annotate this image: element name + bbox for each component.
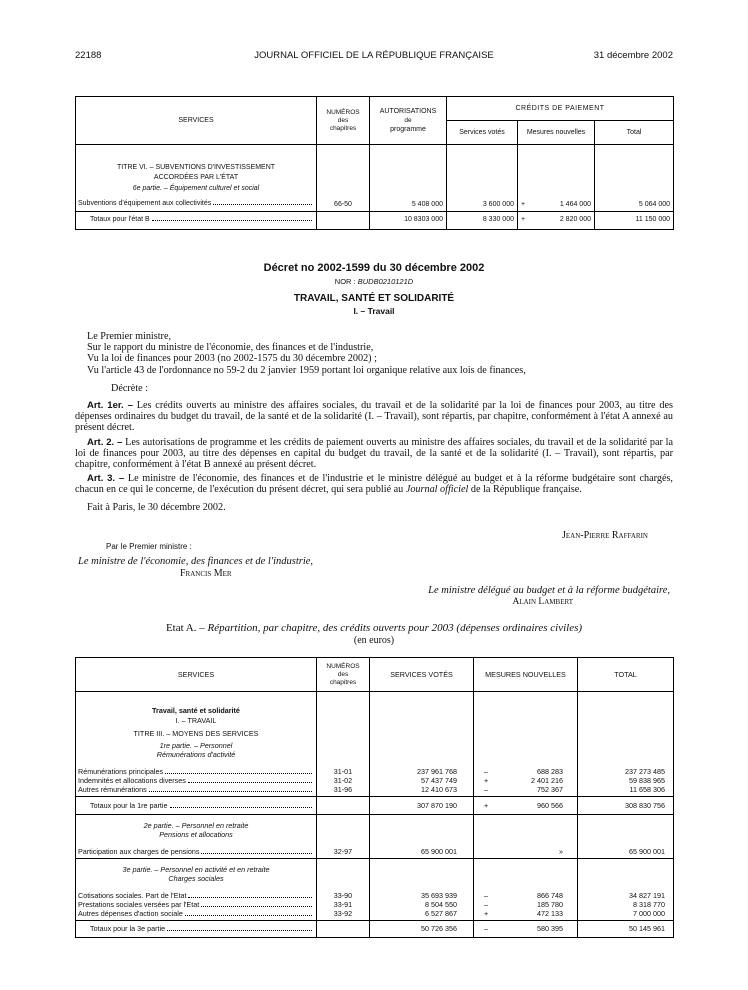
etat-a-table: [75, 657, 674, 938]
intro-3: Vu la loi de finances pour 2003 (no 2002-1575 du 30 décembre 2002) ;: [87, 353, 377, 365]
totals-votes: 8 330 000: [447, 212, 518, 230]
col-mesures: Mesures nouvelles: [518, 121, 595, 145]
mesures-col-3: – 866 748 – 185 780 + 472 133: [474, 859, 578, 921]
row-votes: 3 600 000: [447, 145, 518, 212]
minister1-title: Le ministre de l'économie, des finances et de l'industrie,: [78, 556, 314, 567]
col-numeros: NUMÉROS des chapitres: [317, 658, 370, 692]
part3-block: [76, 859, 317, 921]
signatory: Jean-Pierre Raffarin: [562, 530, 648, 541]
total1-label: Totaux pour la 1re partie: [76, 797, 317, 815]
partie1-subheading: Rémunérations d'activité: [156, 750, 236, 759]
row-mesures: + 1 464 000: [518, 145, 595, 212]
decree-body: [75, 331, 673, 513]
total1-votes: 307 870 190: [370, 797, 474, 815]
chapitres-col: 31-01 31-02 31-96: [317, 692, 370, 797]
fait-a-paris: Fait à Paris, le 30 décembre 2002.: [87, 501, 226, 513]
page-number: 22188: [75, 50, 102, 61]
partie3-subheading: Charges sociales: [168, 874, 224, 883]
col-votes: SERVICES VOTÉS: [370, 658, 474, 692]
etat-a-unit: (en euros): [353, 635, 395, 646]
minister2-name: Alain Lambert: [512, 597, 573, 607]
heading-travail: I. – TRAVAIL: [175, 716, 217, 725]
row-total: 5 064 000: [595, 145, 674, 212]
partie2-heading: 2e partie. – Personnel en retraite: [143, 821, 249, 830]
minister1-name: Francis Mer: [180, 568, 232, 579]
article-1: Art. 1er. – Les crédits ouverts au ministre des affaires sociales, du travail et de la solidarité par la loi de finances pour 2003, au titre des dépenses ordinaires du budget du travail, de la santé et de la solidarité (I. – Travail), sont répartis, par chapitre, conformément à l'état A annexé au présent décret.: [75, 400, 673, 434]
row2-mesures: »: [474, 815, 578, 859]
row2-chapitre: 32-97: [317, 815, 370, 859]
decrete: Décrète :: [111, 382, 149, 394]
table-row: Prestations sociales versées par l'Etat: [78, 900, 314, 909]
minister2-title: Le ministre délégué au budget et à la réforme budgétaire,: [428, 585, 670, 596]
row-autorisations: 5 408 000: [370, 145, 447, 212]
col-services: SERVICES: [177, 670, 215, 679]
total-col: 237 273 485 59 838 965 11 658 306: [578, 692, 674, 797]
mesures-col: – 688 283 + 2 401 216 – 752 367: [474, 692, 578, 797]
intro-2: Sur le rapport du ministre de l'économie, des finances et de l'industrie,: [87, 342, 374, 354]
intro-4: Vu l'article 43 de l'ordonnance no 59-2 du 2 janvier 1959 portant loi organique relative aux lois de finances,: [87, 364, 526, 376]
heading-titre: TITRE III. – MOYENS DES SERVICES: [133, 729, 259, 738]
header-date: 31 décembre 2002: [593, 50, 673, 61]
col-numeros: NUMÉROS des chapitres: [317, 97, 370, 145]
ministry-title: TRAVAIL, SANTÉ ET SOLIDARITÉ: [293, 293, 455, 304]
row-chapitre: 66-50: [317, 145, 370, 212]
col-mesures: MESURES NOUVELLES: [474, 658, 578, 692]
partie1-heading: 1re partie. – Personnel: [159, 741, 233, 750]
table-row: Participation aux charges de pensions: [78, 847, 314, 856]
total3-total: 50 145 961: [578, 921, 674, 938]
titre-block: TITRE VI. – SUBVENTIONS D'INVESTISSEMENT ACCORDÉES PAR L'ÉTAT 6e partie. – Équipement culturel et social Subventions d'équipement aux collectivités: [76, 145, 317, 212]
etat-a-title: Etat A. – Répartition, par chapitre, des crédits ouverts pour 2003 (dépenses ordinaires civiles): [165, 622, 583, 634]
table-row: Indemnités et allocations diverses: [78, 776, 314, 785]
totals-mesures: + 2 820 000: [518, 212, 595, 230]
article-2: Art. 2. – Les autorisations de programme et les crédits de paiement ouverts au ministre des affaires sociales, du travail et de la solidarité par la loi de finances pour 2003, au titre des dépenses en capital du budget du travail, de la santé et de la solidarité (I. – Travail), sont répartis, par chapitre, conformément à l'état B annexé au présent décret.: [75, 436, 673, 471]
totals-label: Totaux pour l'état B: [76, 212, 317, 230]
total3-label: Totaux pour la 3e partie: [76, 921, 317, 938]
nor-line: NOR : BUDB0210121D: [334, 277, 414, 286]
total1-total: 308 830 756: [578, 797, 674, 815]
total-col-3: 34 827 191 8 318 770 7 000 000: [578, 859, 674, 921]
votes-col: 237 961 768 57 437 749 12 410 673: [370, 692, 474, 797]
row-label: Subventions d'équipement aux collectivités: [78, 194, 314, 209]
heading-ministry: Travail, santé et solidarité: [152, 706, 240, 715]
totals-total: 11 150 000: [595, 212, 674, 230]
journal-title: JOURNAL OFFICIEL DE LA RÉPUBLIQUE FRANÇAISE: [254, 50, 494, 61]
col-services: SERVICES: [178, 117, 214, 124]
total3-votes: 50 726 356: [370, 921, 474, 938]
par-le-premier-ministre: Par le Premier ministre :: [106, 542, 192, 551]
col-total: Total: [595, 121, 674, 145]
partie3-heading: 3e partie. – Personnel en activité et en retraite: [122, 865, 270, 874]
table-row: Rémunérations principales: [78, 767, 314, 776]
votes-col-3: 35 693 939 8 504 550 6 527 867: [370, 859, 474, 921]
decree-title: Décret no 2002-1599 du 30 décembre 2002: [263, 262, 485, 274]
totals-autorisations: 10 8303 000: [370, 212, 447, 230]
row2-votes: 65 900 001: [370, 815, 474, 859]
part2-block: [76, 815, 317, 859]
total3-mesures: – 580 395: [474, 921, 578, 938]
section-title: I. – Travail: [353, 306, 395, 316]
chapitres-col-3: 33-90 33-91 33-92: [317, 859, 370, 921]
total1-mesures: + 960 566: [474, 797, 578, 815]
part1-block: [76, 692, 317, 797]
col-autorisations: AUTORISATIONS de programme: [370, 97, 447, 145]
col-total: TOTAL: [578, 658, 674, 692]
table-row: Cotisations sociales. Part de l'Etat: [78, 891, 314, 900]
partie2-subheading: Pensions et allocations: [159, 830, 233, 839]
row2-total: 65 900 001: [578, 815, 674, 859]
table-row: Autres rémunérations: [78, 785, 314, 794]
intro-1: Le Premier ministre,: [87, 331, 172, 342]
table-row: Autres dépenses d'action sociale: [78, 909, 314, 918]
col-votes: Services votés: [447, 121, 518, 145]
etat-b-table: [75, 96, 674, 230]
article-3: Art. 3. – Le ministre de l'économie, des finances et de l'industrie et le ministre délégué au budget et à la réforme budgétaire sont chargés, chacun en ce qui le concerne, de l'exécution du présent décret, qui sera publié au Journal officiel de la République française.: [75, 473, 673, 496]
col-credits: CRÉDITS DE PAIEMENT: [447, 97, 674, 121]
